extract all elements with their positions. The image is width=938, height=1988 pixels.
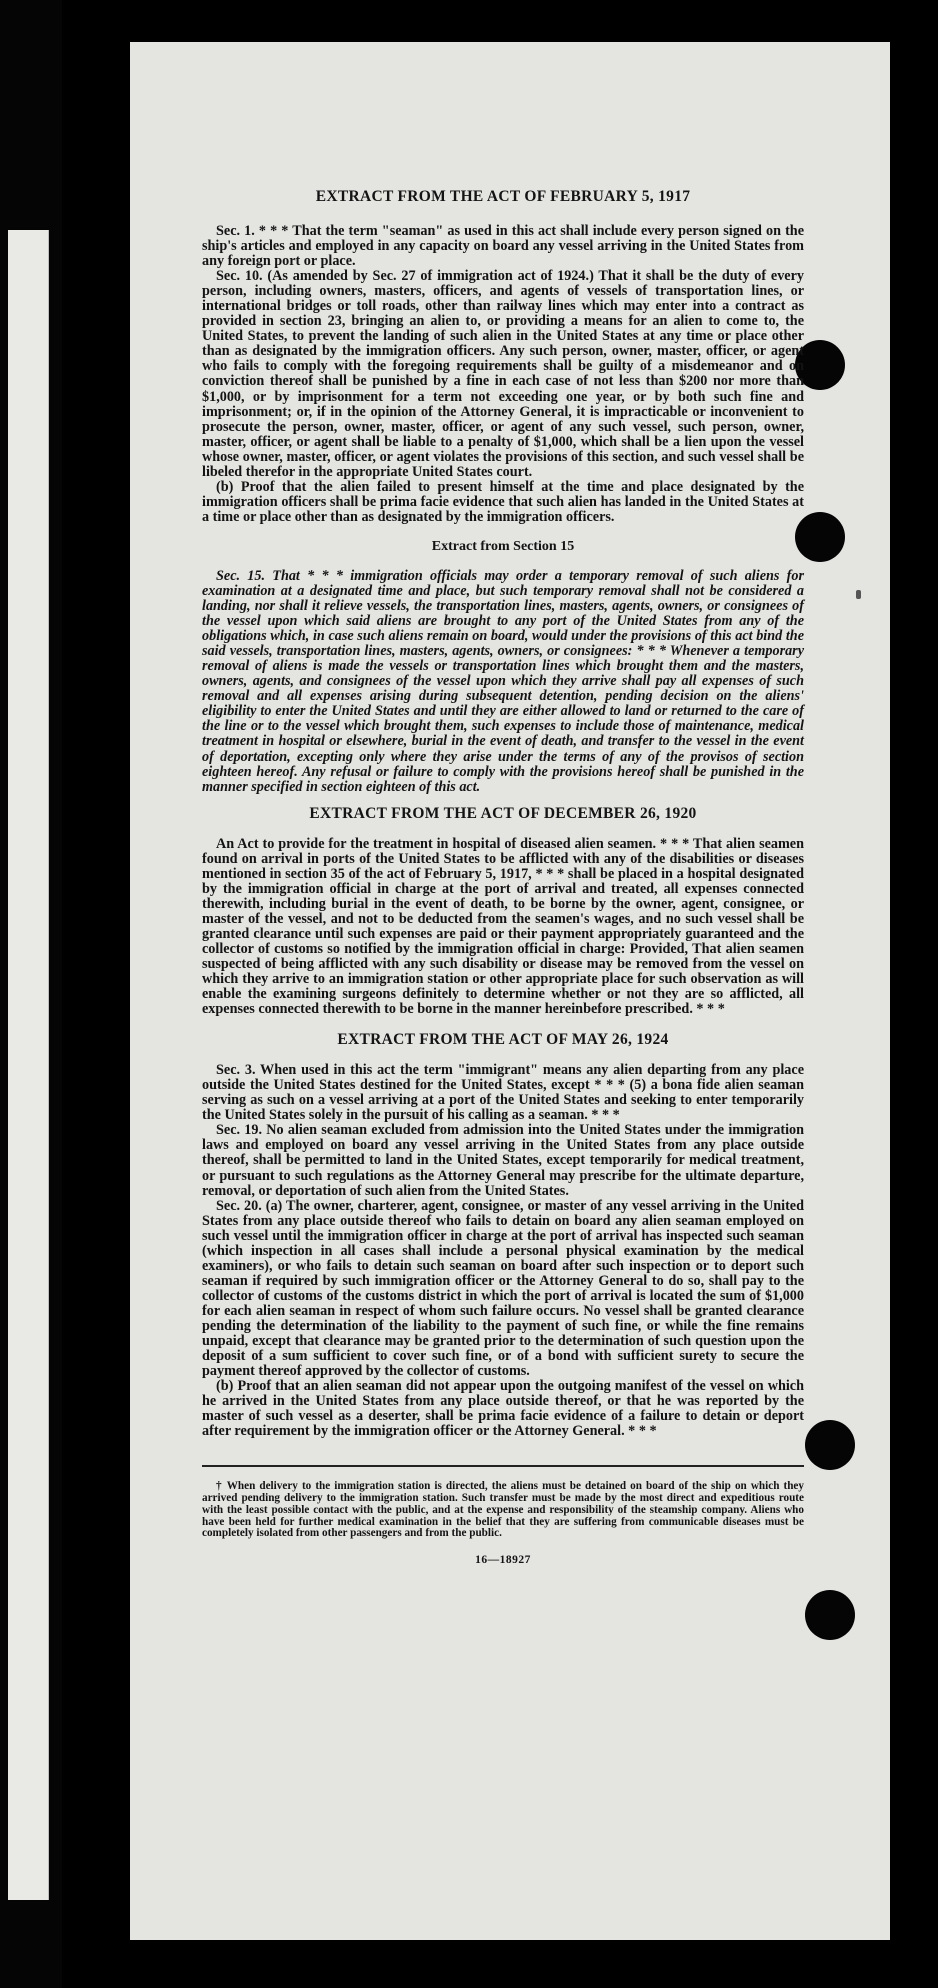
underlying-page-edge xyxy=(8,230,49,1900)
section-20b-text: (b) Proof that an alien seaman did not appear upon the outgoing manifest of the vessel on which he arrived in the United States from any place outside thereof, or that he was reported by the master of such vessel as a deserter, shall be prima facie evidence of a failure to detain or deport after requirement by the immigration officer or the Attorney General. * * * xyxy=(202,1378,804,1440)
punch-hole xyxy=(805,1420,855,1470)
section-10-text: Sec. 10. (As amended by Sec. 27 of immigration act of 1924.) That it shall be the duty of every person, including owners, masters, officers, and agents of vessels of transportation lines, or international bridges or toll roads, other than railway lines which may enter into a contract as provided in section 23, bringing an alien to, or providing a means for an alien to come to, the United States, to prevent the landing of such alien in the United States at any time or place other than as designated by the immigration officers. Any such person, owner, master, officer, or agent who fails to comply with the foregoing requirements shall be guilty of a misdemeanor and on conviction thereof shall be punished by a fine in each case of not less than $200 nor more than $1,000, or by imprisonment for a term not exceeding one year, or by both such fine and imprisonment; or, if in the opinion of the Attorney General, it is impracticable or inconvenient to prosecute the person, owner, master, officer, or agent of any such vessel, such person, owner, master, officer, or agent shall be liable to a penalty of $1,000, which shall be a lien upon the vessel whose owner, master, officer, or agent violates the provisions of this section, and such vessel shall be libeled therefor in the appropriate United States court. xyxy=(202,268,804,480)
footnote-text: † When delivery to the immigration station is directed, the aliens must be detained on board of the ship on which they arrived pending delivery to the immigration station. Such transfer must be made by the most direct and expeditious route with the least possible contact with the public, and at the expense and responsibility of the steamship company. Aliens who have been held for further medical examination in the belief that they are suffering from communicable diseases must be completely isolated from other passengers and from the public. xyxy=(202,1480,804,1540)
heading-act-feb-1917: EXTRACT FROM THE ACT OF FEBRUARY 5, 1917 xyxy=(315,188,691,205)
document-body xyxy=(202,188,804,1566)
heading-act-may-1924: EXTRACT FROM THE ACT OF MAY 26, 1924 xyxy=(337,1031,669,1049)
section-3-text: Sec. 3. When used in this act the term "immigrant" means any alien departing from any place outside the United States destined for the United States, except * * * (5) a bona fide alien seaman serving as such on a vessel arriving at a port of the United States and seeking to enter temporarily the United States solely in the pursuit of his calling as a seaman. * * * xyxy=(202,1062,804,1124)
section-10b-text: (b) Proof that the alien failed to present himself at the time and place designated by the immigration officers shall be prima facie evidence that such alien has landed in the United States at a time or place other than as designated by the immigration officers. xyxy=(202,478,804,525)
heading-extract-section-15: Extract from Section 15 xyxy=(431,538,575,554)
act-1920-text: An Act to provide for the treatment in hospital of diseased alien seamen. * * * That alien seamen found on arrival in ports of the United States to be afflicted with any of the disabilities or diseases mentioned in section 35 of the act of February 5, 1917, * * * shall be placed in a hospital designated by the immigration official in charge at the port of arrival and treated, all expenses connected therewith, including burial in the event of death, to be borne by the owner, agent, consignee, or master of the vessel, and not to be deducted from the seamen's wages, and no such vessel shall be granted clearance until such expenses are paid or their payment appropriately guaranteed and the collector of customs so notified by the immigration official in charge: Provided, That alien seamen suspected of being afflicted with any such disability or disease may be removed from the vessel on which they arrive to an immigration station or other appropriate place for such observation as will enable the examining surgeons definitely to determine whether or not they are so afflicted, all expenses connected therewith to be borne in the manner hereinbefore prescribed. * * * xyxy=(202,835,804,1018)
document-page xyxy=(130,42,890,1940)
heading-act-dec-1920: EXTRACT FROM THE ACT OF DECEMBER 26, 1920 xyxy=(309,804,697,822)
scan-speck xyxy=(856,590,861,599)
section-20a-text: Sec. 20. (a) The owner, charterer, agent, consignee, or master of any vessel arriving in the United States from any place outside thereof who fails to detain on board any alien seaman employed on such vessel until the immigration officer in charge at the port of arrival has inspected such seaman (which inspection in all cases shall include a personal physical examination by the medical examiners), or who fails to detain such seaman on board after such inspection or to deport such seaman if required by such immigration officer or the Attorney General to do so, shall pay to the collector of customs of the customs district in which the port of arrival is located the sum of $1,000 for each alien seaman in respect of whom such failure occurs. No vessel shall be granted clearance pending the determination of the liability to the payment of such fine, or while the fine remains unpaid, except that clearance may be granted prior to the determination of such question upon the deposit of a sum sufficient to cover such fine, or of a bond with sufficient surety to secure the payment thereof approved by the collector of customs. xyxy=(202,1197,804,1380)
form-number: 16—18927 xyxy=(475,1554,531,1567)
footnote-divider xyxy=(202,1465,804,1467)
section-19-text: Sec. 19. No alien seaman excluded from admission into the United States under the immigration laws and employed on board any vessel arriving in the United States from any place outside thereof, shall be permitted to land in the United States, except temporarily for medical treatment, or pursuant to such regulations as the Attorney General may prescribe for the ultimate departure, removal, or deportation of such alien from the United States. xyxy=(202,1122,804,1199)
section-1-text: Sec. 1. * * * That the term "seaman" as used in this act shall include every person signed on the ship's articles and employed in any capacity on board any vessel arriving in the United States from any foreign port or place. xyxy=(202,223,804,270)
footnote xyxy=(202,1481,804,1540)
section-15-text: Sec. 15. That * * * immigration officials may order a temporary removal of such aliens for examination at a designated time and place, but such temporary removal shall not be considered a landing, nor shall it relieve vessels, the transportation lines, masters, agents, owners, or consignees of the vessel upon which said aliens are brought to any port of the United States from any of the obligations which, in case such aliens remain on board, would under the provisions of this act bind the said vessels, transportation lines, masters, agents, owners, or consignees: * * * Whenever a temporary removal of aliens is made the vessels or transportation lines which brought them and the masters, owners, agents, and consignees of the vessel upon which they arrive shall pay all expenses of such removal and all expenses arising during subsequent detention, pending decision on the aliens' eligibility to enter the United States and until they are either allowed to land or returned to the care of the line or to the vessel which brought them, such expenses to include those of maintenance, medical treatment in hospital or elsewhere, burial in the event of death, and transfer to the vessel in the event of deportation, excepting only where they arise under the terms of any of the provisos of section eighteen hereof. Any refusal or failure to comply with the provisions hereof shall be punished in the manner specified in section eighteen of this act. xyxy=(202,567,804,795)
punch-hole xyxy=(805,1590,855,1640)
